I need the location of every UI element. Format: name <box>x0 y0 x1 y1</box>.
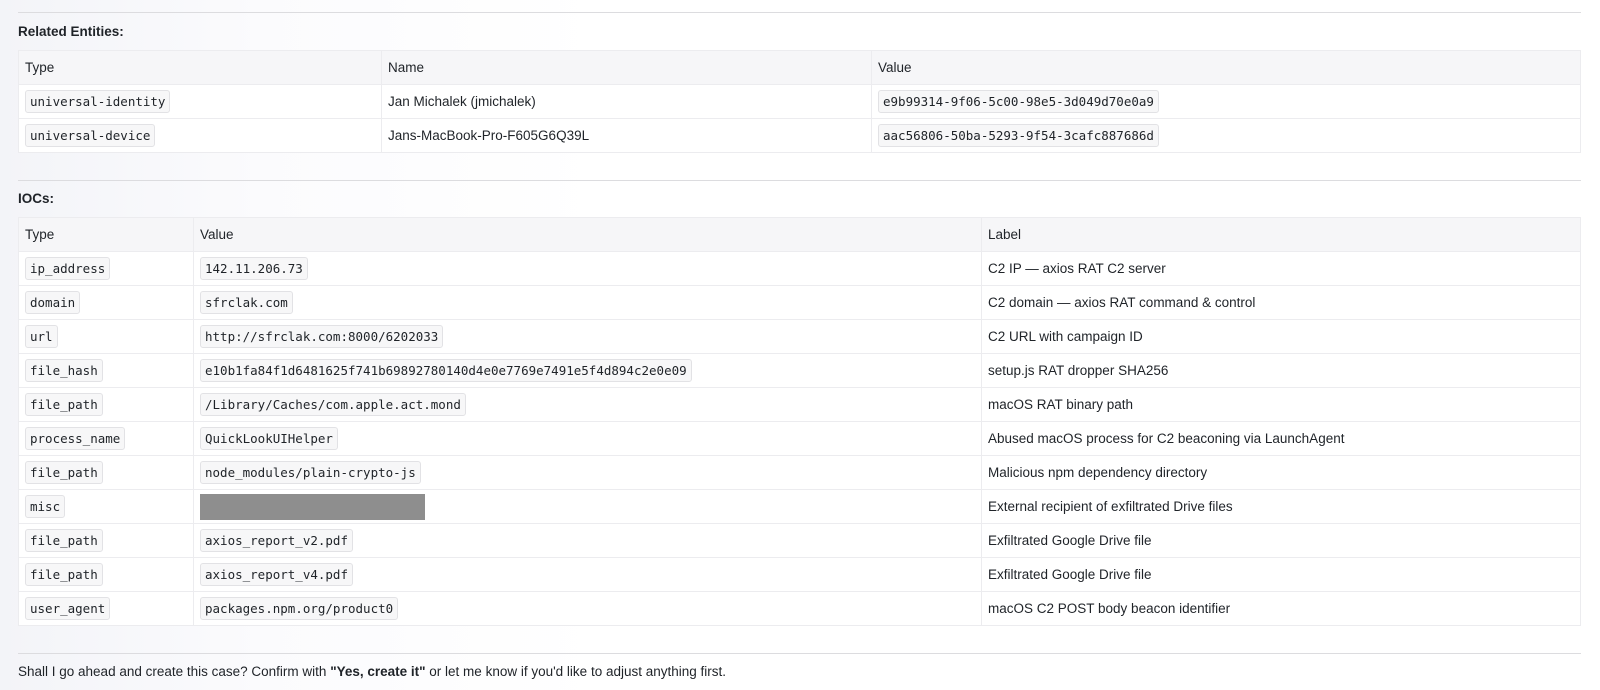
ioc-type-cell <box>19 524 194 558</box>
code-value: /Library/Caches/com.apple.act.mond <box>200 393 466 416</box>
ioc-type-cell <box>19 558 194 592</box>
table-row <box>19 119 1581 153</box>
chat-message <box>18 0 1581 682</box>
code-value: url <box>25 325 58 348</box>
code-value: universal-identity <box>25 90 170 113</box>
divider <box>18 12 1581 13</box>
ioc-value-cell <box>194 286 982 320</box>
code-value: node_modules/plain-crypto-js <box>200 461 421 484</box>
code-value: http://sfrclak.com:8000/6202033 <box>200 325 443 348</box>
column-header-name: Name <box>382 51 872 85</box>
code-value: user_agent <box>25 597 110 620</box>
ioc-value-cell <box>194 320 982 354</box>
ioc-value-cell <box>194 490 982 524</box>
code-value: misc <box>25 495 65 518</box>
code-value: process_name <box>25 427 125 450</box>
iocs-title: IOCs: <box>18 191 55 206</box>
divider <box>18 653 1581 654</box>
ioc-type-cell <box>19 456 194 490</box>
ioc-type-cell <box>19 320 194 354</box>
code-value: ip_address <box>25 257 110 280</box>
code-value: domain <box>25 291 80 314</box>
ioc-label-cell: C2 domain — axios RAT command & control <box>982 286 1581 320</box>
table-row <box>19 490 1581 524</box>
ioc-value-cell <box>194 456 982 490</box>
ioc-label-cell: Malicious npm dependency directory <box>982 456 1581 490</box>
entity-type-cell <box>19 85 382 119</box>
code-value: e10b1fa84f1d6481625f741b69892780140d4e0e7769e7491e5f4d894c2e0e09 <box>200 359 692 382</box>
ioc-label-cell: macOS RAT binary path <box>982 388 1581 422</box>
table-row <box>19 524 1581 558</box>
code-value: file_hash <box>25 359 103 382</box>
column-header-type: Type <box>19 218 194 252</box>
code-value: file_path <box>25 563 103 586</box>
prompt-suffix: or let me know if you'd like to adjust anything first. <box>425 664 727 679</box>
code-value: aac56806-50ba-5293-9f54-3cafc887686d <box>878 124 1159 147</box>
table-header-row <box>19 51 1581 85</box>
ioc-type-cell <box>19 354 194 388</box>
table-row <box>19 354 1581 388</box>
prompt-emphasis: "Yes, create it" <box>330 664 426 679</box>
code-value: file_path <box>25 529 103 552</box>
ioc-value-cell <box>194 354 982 388</box>
entity-value-cell <box>872 119 1581 153</box>
column-header-label: Label <box>982 218 1581 252</box>
code-value: packages.npm.org/product0 <box>200 597 398 620</box>
table-row <box>19 252 1581 286</box>
column-header-value: Value <box>194 218 982 252</box>
ioc-type-cell <box>19 252 194 286</box>
ioc-value-cell <box>194 422 982 456</box>
ioc-type-cell <box>19 490 194 524</box>
table-row <box>19 320 1581 354</box>
confirmation-prompt <box>18 662 1581 682</box>
ioc-value-cell <box>194 388 982 422</box>
code-value: axios_report_v4.pdf <box>200 563 353 586</box>
ioc-label-cell: C2 URL with campaign ID <box>982 320 1581 354</box>
code-value: file_path <box>25 461 103 484</box>
code-value: axios_report_v2.pdf <box>200 529 353 552</box>
ioc-type-cell <box>19 592 194 626</box>
code-value: file_path <box>25 393 103 416</box>
ioc-label-cell: C2 IP — axios RAT C2 server <box>982 252 1581 286</box>
code-value: 142.11.206.73 <box>200 257 308 280</box>
ioc-type-cell <box>19 388 194 422</box>
ioc-label-cell: Exfiltrated Google Drive file <box>982 558 1581 592</box>
table-row <box>19 422 1581 456</box>
entity-type-cell <box>19 119 382 153</box>
column-header-value: Value <box>872 51 1581 85</box>
related-entities-title: Related Entities: <box>18 24 124 39</box>
table-row <box>19 456 1581 490</box>
ioc-label-cell: setup.js RAT dropper SHA256 <box>982 354 1581 388</box>
iocs-table <box>18 217 1581 626</box>
code-value: e9b99314-9f06-5c00-98e5-3d049d70e0a9 <box>878 90 1159 113</box>
ioc-label-cell: External recipient of exfiltrated Drive files <box>982 490 1581 524</box>
code-value: sfrclak.com <box>200 291 293 314</box>
column-header-type: Type <box>19 51 382 85</box>
table-row <box>19 558 1581 592</box>
ioc-label-cell: Exfiltrated Google Drive file <box>982 524 1581 558</box>
ioc-type-cell <box>19 422 194 456</box>
entity-value-cell <box>872 85 1581 119</box>
ioc-type-cell <box>19 286 194 320</box>
entity-name-cell: Jan Michalek (jmichalek) <box>382 85 872 119</box>
ioc-value-cell <box>194 558 982 592</box>
divider <box>18 180 1581 181</box>
table-header-row <box>19 218 1581 252</box>
table-row <box>19 286 1581 320</box>
redacted-value <box>200 494 425 520</box>
ioc-value-cell <box>194 524 982 558</box>
prompt-prefix: Shall I go ahead and create this case? Confirm with <box>18 664 331 679</box>
entity-name-cell: Jans-MacBook-Pro-F605G6Q39L <box>382 119 872 153</box>
code-value: QuickLookUIHelper <box>200 427 338 450</box>
table-row <box>19 592 1581 626</box>
ioc-label-cell: macOS C2 POST body beacon identifier <box>982 592 1581 626</box>
related-entities-table <box>18 50 1581 153</box>
ioc-value-cell <box>194 252 982 286</box>
ioc-label-cell: Abused macOS process for C2 beaconing via LaunchAgent <box>982 422 1581 456</box>
table-row <box>19 388 1581 422</box>
table-row <box>19 85 1581 119</box>
ioc-value-cell <box>194 592 982 626</box>
code-value: universal-device <box>25 124 155 147</box>
